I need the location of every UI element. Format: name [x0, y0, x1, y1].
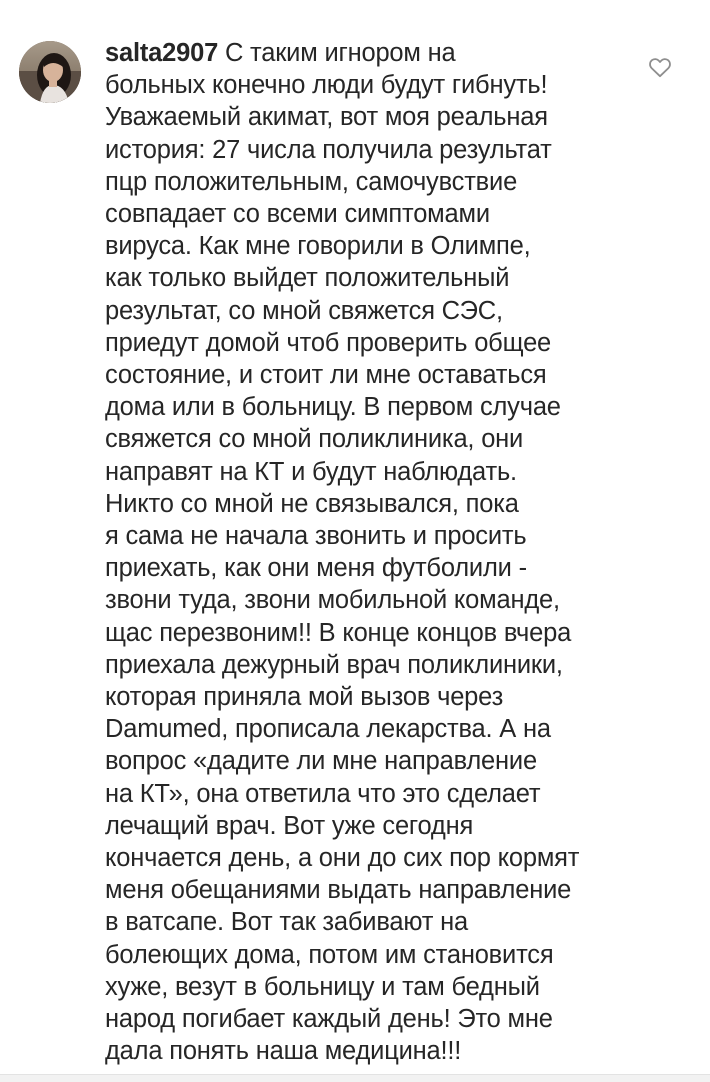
comment-line: на КТ», она ответила что это сделает [105, 779, 541, 808]
comment-line: направят на КТ и будут наблюдать. [105, 457, 517, 486]
comment-line: вопрос «дадите ли мне направление [105, 747, 537, 776]
comment-line: лечащий врач. Вот уже сегодня [105, 811, 474, 840]
comment-line: С таким игнором на [224, 39, 456, 67]
comment-line: как только выйдет положительный [105, 264, 510, 293]
comment-text [105, 37, 640, 1068]
comment-line: Уважаемый акимат, вот моя реальная [105, 103, 548, 132]
comment-line: Никто со мной не связывался, пока [105, 489, 519, 518]
heart-outline-icon [648, 56, 672, 78]
profile-photo [19, 41, 81, 103]
comment-line: состояние, и стоит ли мне оставаться [105, 361, 547, 390]
comment-line: приехала дежурный врач поликлиники, [105, 650, 563, 679]
bottom-divider [0, 1074, 710, 1082]
comment-line: меня обещаниями выдать направление [105, 876, 572, 905]
comment-line: болеющих дома, потом им становится [105, 940, 554, 969]
comment-line: хуже, везут в больницу и там бедный [105, 972, 540, 1001]
comment-line: в ватсапе. Вот так забивают на [105, 908, 468, 937]
comment-line: приедут домой чтоб проверить общее [105, 328, 552, 357]
comment-line: кончается день, а они до сих пор кормят [105, 844, 580, 873]
comment-line: пцр положительным, самочувствие [105, 167, 518, 196]
comment-line: свяжется со мной поликлиника, они [105, 425, 524, 454]
comment-line: я сама не начала звонить и просить [105, 522, 527, 551]
comment-line: народ погибает каждый день! Это мне [105, 1005, 553, 1034]
like-button[interactable] [648, 56, 672, 78]
username-link[interactable]: salta2907 [105, 39, 219, 67]
comment-line: история: 27 числа получила результат [105, 135, 552, 164]
comment-line: приехать, как они меня футболили - [105, 554, 527, 583]
comment-line: звони туда, звони мобильной команде, [105, 586, 560, 615]
comment-line: которая приняла мой вызов через [105, 683, 504, 712]
comment-line: дала понять наша медицина!!! [105, 1037, 462, 1066]
comment-line: вируса. Как мне говорили в Олимпе, [105, 232, 531, 261]
comment-line: щас перезвоним!! В конце концов вчера [105, 618, 572, 647]
comment-line: дома или в больницу. В первом случае [105, 393, 561, 422]
comment-first-line [105, 37, 640, 69]
comment-line: совпадает со всеми симптомами [105, 200, 490, 229]
avatar[interactable] [19, 41, 81, 103]
comment-line: больных конечно люди будут гибнуть! [105, 71, 548, 100]
comment-line: Damumed, прописала лекарства. А на [105, 715, 551, 744]
comment-line: результат, со мной свяжется СЭС, [105, 296, 503, 325]
